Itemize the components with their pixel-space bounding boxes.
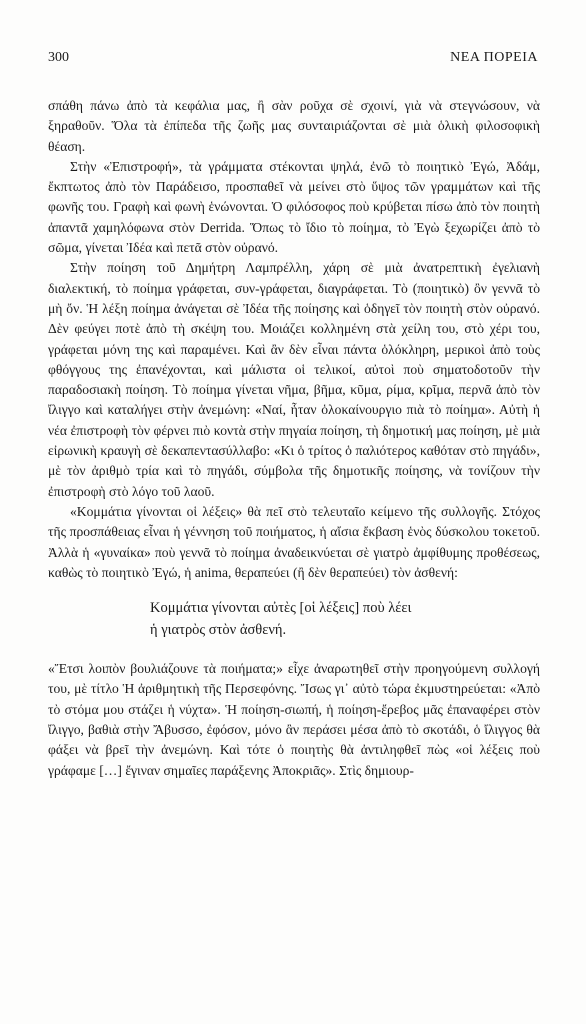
running-title: ΝΕΑ ΠΟΡΕΙΑ xyxy=(450,50,538,65)
paragraph-lamprellis: Στὴν ποίηση τοῦ Δημήτρη Λαμπρέλλη, χάρη σὲ μιὰ ἀνατρεπτικὴ ἐγελιανὴ διαλεκτική, τὸ ποίημα γράφεται, συν-γράφεται, διαγράφεται. Τὸ (ποιητικὸ) ὂν γεννᾶ τὸ μὴ ὄν. Ἡ λέξη ποίημα ἀνάγεται σὲ Ἰδέα τῆς ποίησης καὶ ὁδηγεῖ τὸν ποιητὴ στὸν οὐρανό. Δὲν φεύγει ποτὲ ἀπὸ τὴ σκέψη του. Μοιάζει κολλημένη στὰ χείλη του, στὸ χέρι του, γράφεται μόνη της καὶ παραμένει. Καὶ ἂν δὲν εἶναι πάντα ὁλόκληρη, μερικοὶ ἀπὸ τοὺς φθόγγους της ἐπανέχονται, καὶ μάλιστα οἱ τελικοί, αὐτοὶ ποὺ σηματοδοτοῦν τὴν παραδοσιακὴ ποίηση. Τὸ ποίημα γίνεται νῆμα, βῆμα, κῦμα, ρίμα, κρῖμα, περνᾶ ἀπὸ τὸν ἴλιγγο καὶ καταλήγει στὴν ἀνεμώνη: «Ναί, ἦταν ὁλοκαίνουργιο πιὰ τὸ ποίημα». Αὐτὴ ἡ νέα ἐπιστροφὴ τὸν φέρνει πιὸ κοντὰ στὴν πηγαία ποίηση, τὴ δημοτική μας ποίηση, μὲ μιὰ εἰρωνικὴ κραυγὴ σὲ δεκαπεντασύλλαβο: «Κι ὁ τρίτος ὁ παλιότερος καθόταν στὸ πηγάδι», μὲ τὸν ἀριθμὸ τρία καὶ τὸ πηγάδι, σύμβολα τῆς δημοτικῆς ποίησης, νὰ τονίζουν τὴν ἐπιστροφὴ στὸ λόγο τοῦ λαοῦ. xyxy=(48,260,540,499)
paragraph-closing: «Ἔτσι λοιπὸν βουλιάζουνε τὰ ποιήματα;» εἶχε ἀναρωτηθεῖ στὴν προηγούμενη συλλογή του, μὲ τίτλο Ἡ ἀριθμητικὴ τῆς Περσεφόνης. Ἴσως γι᾽ αὐτὸ τώρα ἐκμυστηρεύεται: «Ἀπὸ τὸ στόμα μου στάζει ἡ νύχτα». Ἡ ποίηση-σιωπή, ἡ ποίηση-ἔρεβος μᾶς ἐπαναφέρει στὸν ἴλιγγο, βαθιὰ στὴν Ἄβυσσο, ἐφόσον, μόνο ἂν περάσει μέσα ἀπὸ τὸ σκοτάδι, ὁ ἴλιγγος θὰ φάξει νὰ βρεῖ τὴν ἀνεμώνη. Καὶ τότε ὁ ποιητὴς θὰ ἀντιληφθεῖ πὼς «οἱ λέξεις ποὺ γράφαμε […] ἔγιναν σημαῖες παράξενης Ἀποκριᾶς». Στὶς δημιουρ- xyxy=(48,661,540,778)
paragraph-epistrofi: Στὴν «Ἐπιστροφή», τὰ γράμματα στέκονται ψηλά, ἐνῶ τὸ ποιητικὸ Ἐγώ, Ἀδάμ, ἔκπτωτος ἀπὸ τὸν Παράδεισο, προσπαθεῖ νὰ μείνει στὸ ὕψος τῶν γραμμάτων καὶ τῆς φωνῆς του. Γραφὴ καὶ φωνὴ ἑνώνονται. Ὁ φιλόσοφος ποὺ κρύβεται πίσω ἀπὸ τὸν ποιητὴ ἀπαντᾶ χαμηλόφωνα στὸν Derrida. Ὅπως τὸ ἴδιο τὸ ποίημα, τὸ Ἐγὼ ξεχωρίζει ἀπὸ τὸ σῶμα, γίνεται Ἰδέα καὶ πετᾶ στὸν οὐρανό. xyxy=(48,158,540,256)
quote-line-1: Κομμάτια γίνονται αὐτὲς [οἱ λέξεις] ποὺ λέει xyxy=(150,600,412,617)
page-number: 300 xyxy=(48,50,69,65)
block-quote xyxy=(150,597,540,641)
quote-line-2: ἡ γιατρὸς στὸν ἀσθενή. xyxy=(150,622,287,639)
body-text xyxy=(48,96,540,781)
paragraph-continuation: σπάθη πάνω ἀπὸ τὰ κεφάλια μας, ἢ σὰν ροῦχα σὲ σχοινί, γιὰ νὰ στεγνώσουν, νὰ ξηραθοῦν. Ὅλα τὰ ἐπίπεδα τῆς ζωῆς μας συνταιριάζονται σὲ μιὰ ὁλικὴ φιλοσοφικὴ θέαση. xyxy=(48,98,540,154)
page-header xyxy=(48,50,538,70)
paragraph-kommatia: «Κομμάτια γίνονται οἱ λέξεις» θὰ πεῖ στὸ τελευταῖο κείμενο τῆς συλλογῆς. Στόχος τῆς προσπάθειας εἶναι ἡ γέννηση τοῦ ποιήματος, ἡ αἴσια ἔκβαση ἑνὸς δύσκολου τοκετοῦ. Ἀλλὰ ἡ «γυναίκα» ποὺ γεννᾶ τὸ ποίημα ἀναδεικνύεται σὲ γιατρὸ ἀμφίθυμης προθέσεως, καθὼς τὸ ποιητικὸ Ἐγώ, ἡ anima, θεραπεύει (ἢ δὲν θεραπεύει) τὸν ἀσθενή: xyxy=(48,503,540,580)
